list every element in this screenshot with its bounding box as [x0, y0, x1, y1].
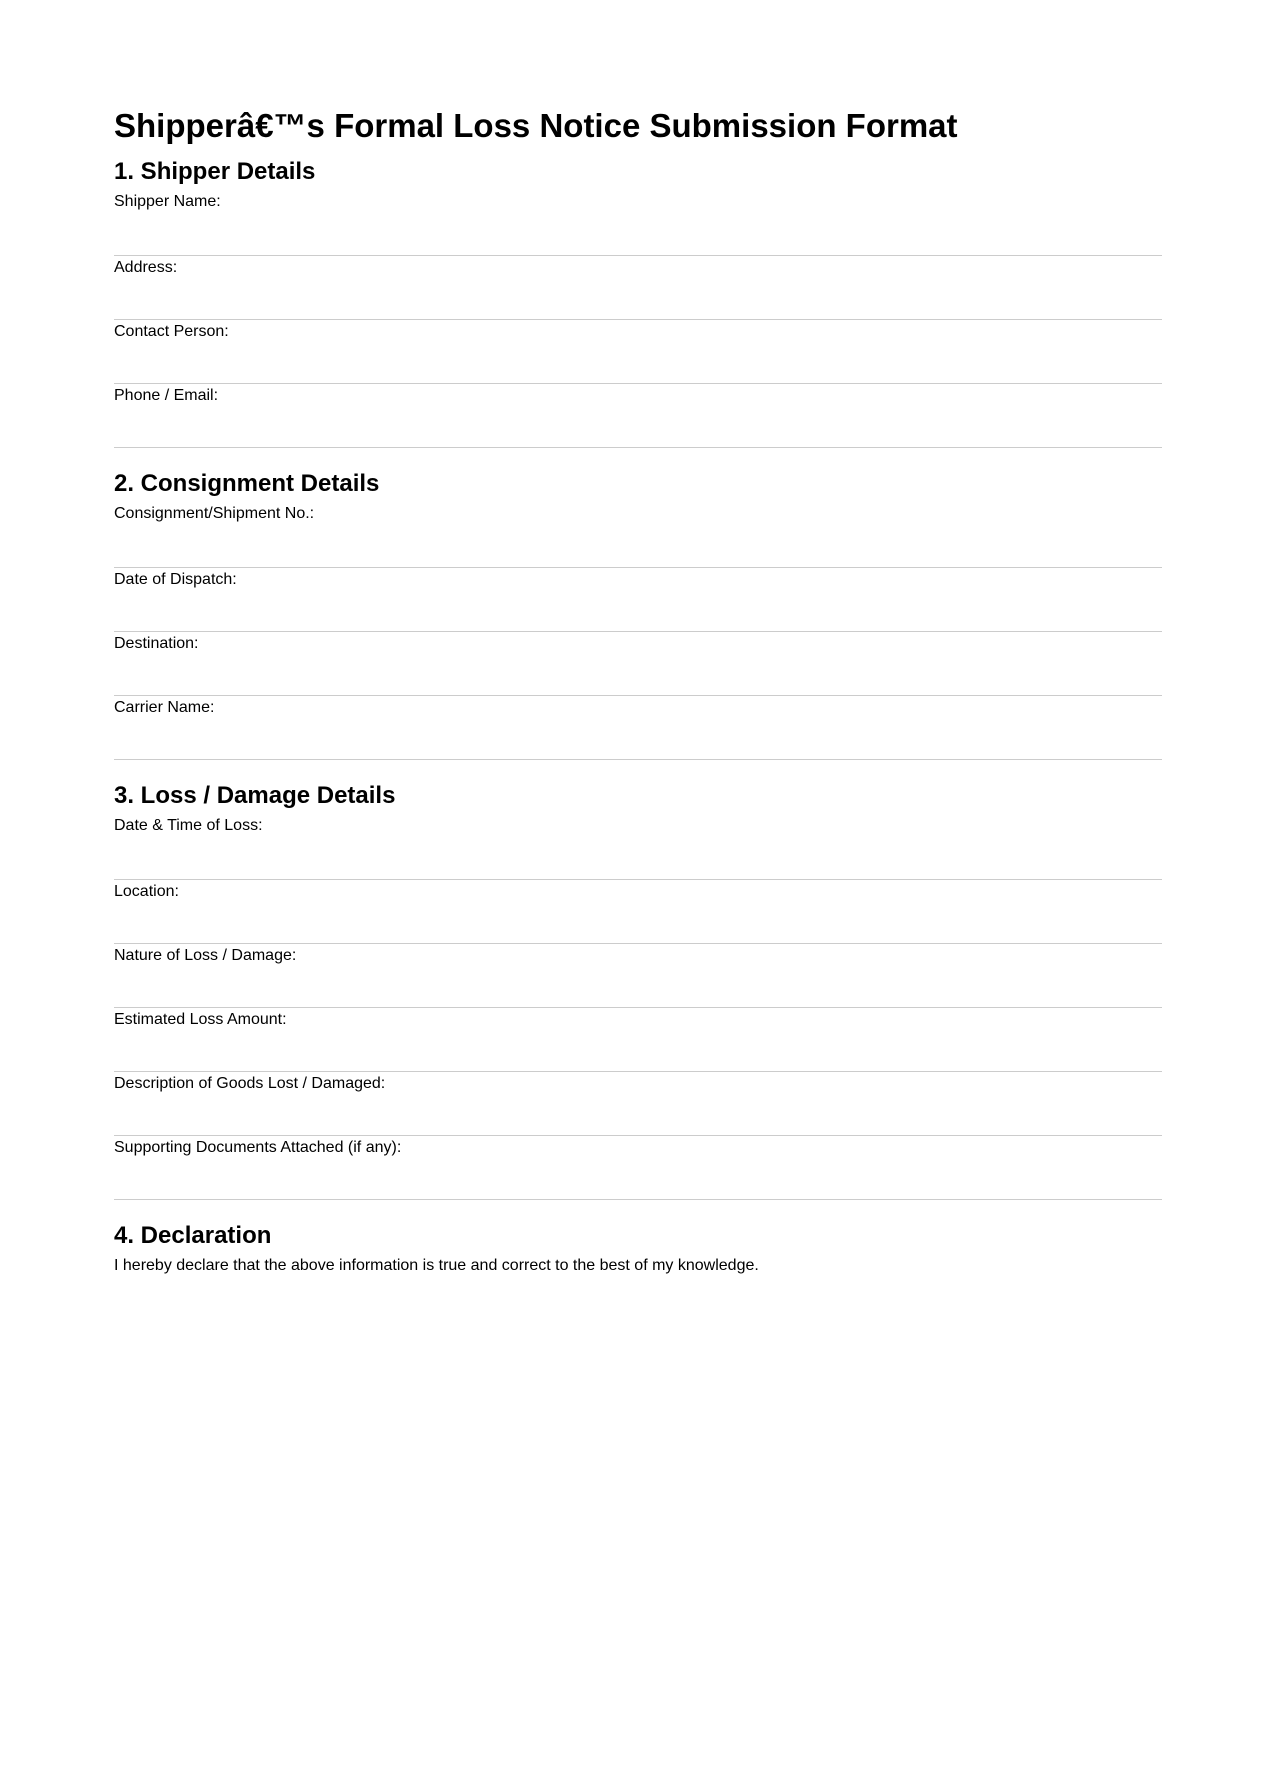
field-label: Address: [114, 259, 178, 276]
document-page [114, 100, 1162, 1276]
field-label: Date of Dispatch: [114, 571, 237, 588]
field-label: Nature of Loss / Damage: [114, 947, 297, 964]
field-label: Contact Person: [114, 323, 229, 340]
section-shipper-details [114, 152, 1162, 448]
field-label: Estimated Loss Amount: [114, 1011, 287, 1028]
field-label: Phone / Email: [114, 387, 219, 404]
field-date-time-of-loss[interactable] [114, 816, 1162, 880]
section-heading: 4. Declaration [114, 1222, 272, 1249]
document-title: Shipperâ€™s Formal Loss Notice Submission Format [114, 107, 958, 144]
field-label: Destination: [114, 635, 199, 652]
field-location[interactable] [114, 880, 1162, 944]
field-nature-of-loss[interactable] [114, 944, 1162, 1008]
section-heading: 3. Loss / Damage Details [114, 782, 396, 809]
field-carrier-name[interactable] [114, 696, 1162, 760]
field-description-of-goods[interactable] [114, 1072, 1162, 1136]
section-consignment-details [114, 464, 1162, 760]
field-label: Consignment/Shipment No.: [114, 505, 315, 522]
declaration-text: I hereby declare that the above information is true and correct to the best of my knowledge. [114, 1257, 759, 1274]
field-label: Carrier Name: [114, 699, 215, 716]
field-phone-email[interactable] [114, 384, 1162, 448]
field-label: Date & Time of Loss: [114, 817, 263, 834]
field-date-of-dispatch[interactable] [114, 568, 1162, 632]
field-label: Supporting Documents Attached (if any): [114, 1139, 402, 1156]
field-estimated-loss-amount[interactable] [114, 1008, 1162, 1072]
field-label: Description of Goods Lost / Damaged: [114, 1075, 386, 1092]
section-declaration [114, 1216, 1162, 1276]
section-loss-damage-details [114, 776, 1162, 1200]
field-label: Shipper Name: [114, 193, 221, 210]
field-destination[interactable] [114, 632, 1162, 696]
field-consignment-no[interactable] [114, 504, 1162, 568]
field-label: Location: [114, 883, 179, 900]
field-address[interactable] [114, 256, 1162, 320]
field-contact-person[interactable] [114, 320, 1162, 384]
section-heading: 1. Shipper Details [114, 158, 316, 185]
field-shipper-name[interactable] [114, 192, 1162, 256]
field-supporting-documents[interactable] [114, 1136, 1162, 1200]
section-heading: 2. Consignment Details [114, 470, 380, 497]
